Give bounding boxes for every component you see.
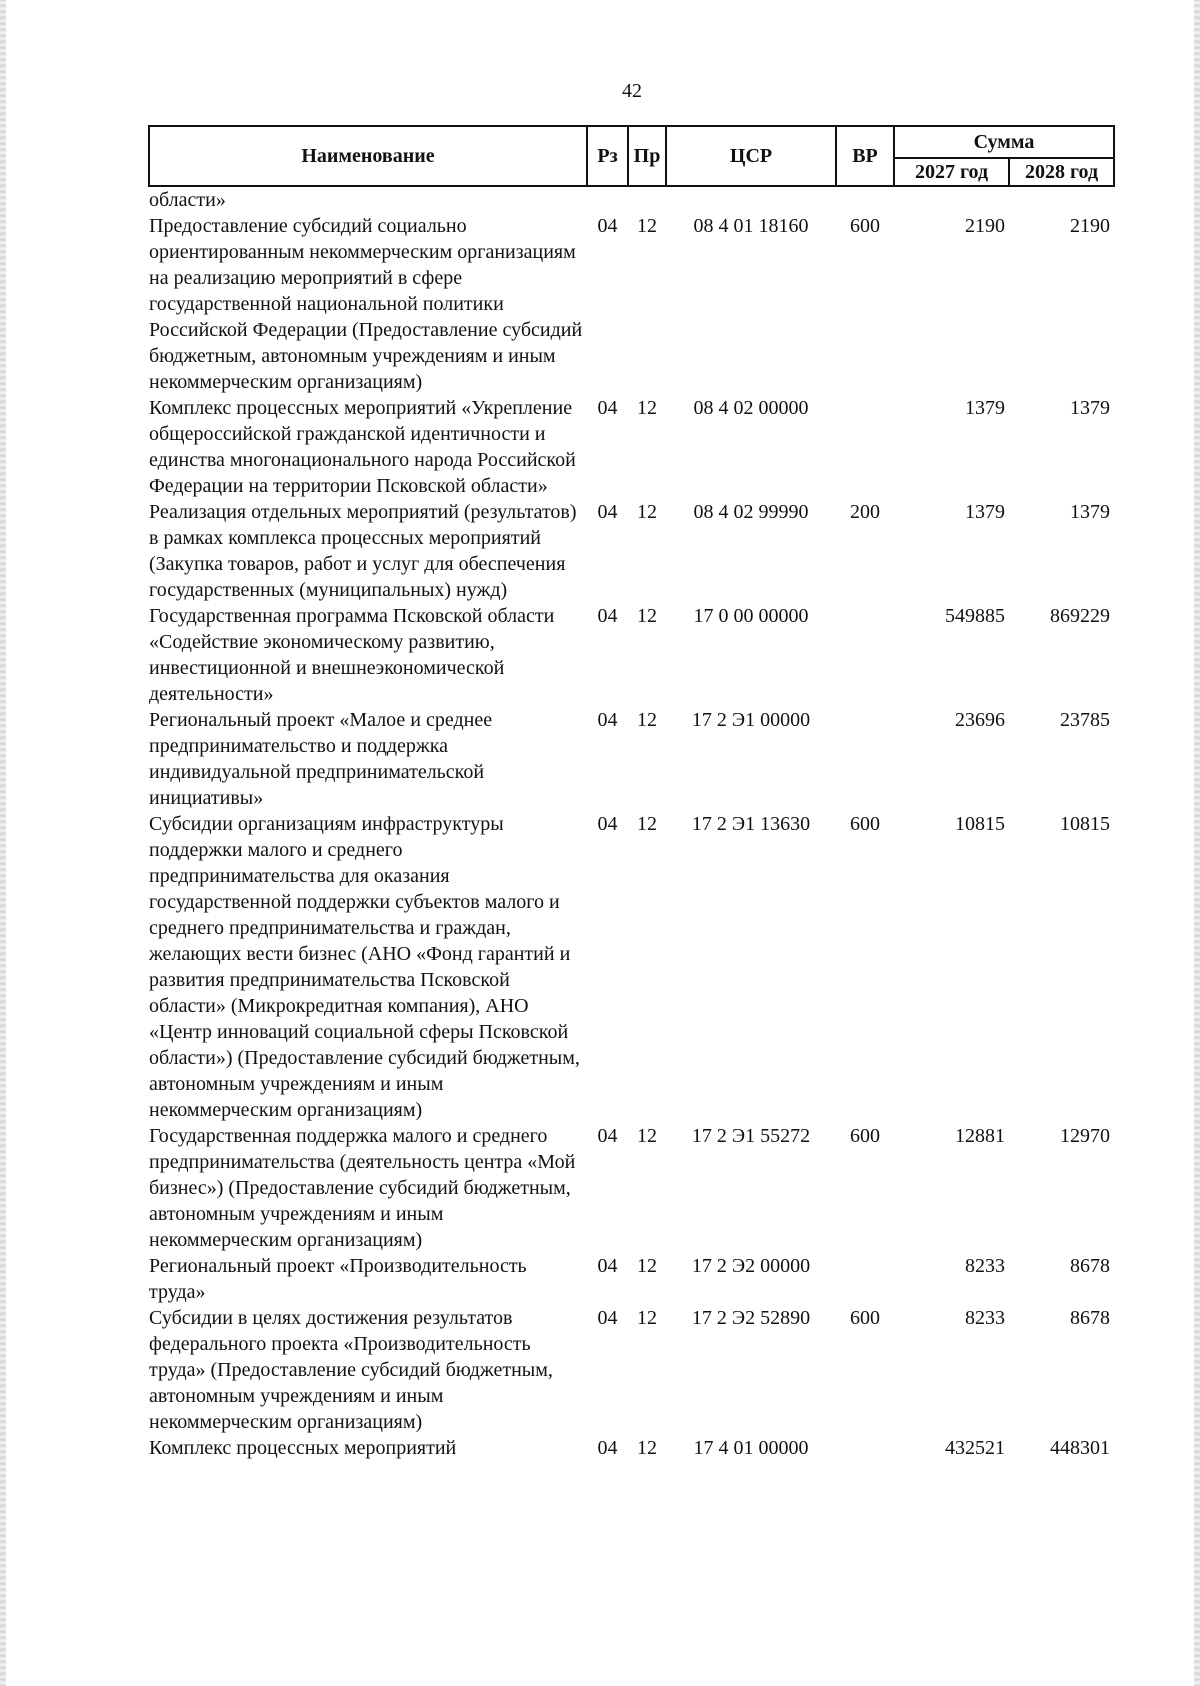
- cell-sum-2028: 448301: [1050, 1437, 1111, 1459]
- cell-vr: [836, 1253, 894, 1305]
- cell-csr: 08 4 02 00000: [693, 397, 809, 419]
- cell-rz: 04: [597, 813, 618, 835]
- cell-pr: 12: [637, 1437, 657, 1459]
- cell-rz: 04: [597, 1255, 618, 1277]
- cell-csr: 17 0 00 00000: [693, 605, 809, 627]
- header-vr: ВР: [836, 126, 894, 186]
- cell-sum-2028: 8678: [1070, 1255, 1111, 1277]
- cell-vr: [836, 603, 894, 707]
- cell-sum-2027: 549885: [945, 605, 1005, 627]
- cell-sum-2027: [894, 186, 1009, 213]
- cell-sum-2027: 432521: [945, 1437, 1005, 1459]
- cell-sum-2028: 12970: [1060, 1125, 1111, 1147]
- page-number: 42: [622, 80, 642, 102]
- cell-pr: 12: [637, 605, 657, 627]
- header-csr: ЦСР: [666, 126, 836, 186]
- cell-vr: 600: [850, 215, 880, 237]
- cell-pr: 12: [637, 709, 657, 731]
- cell-csr: 17 2 Э2 00000: [691, 1255, 811, 1277]
- cell-name: Региональный проект «Малое и среднее предпринимательство и поддержка индивидуальной предпринимательской инициативы»: [149, 709, 493, 809]
- scan-edge-left: [0, 0, 6, 1686]
- cell-vr: [836, 707, 894, 811]
- header-name: Наименование: [149, 126, 587, 186]
- cell-sum-2027: 1379: [965, 397, 1005, 419]
- header-year-2028: 2028 год: [1009, 158, 1114, 186]
- cell-rz: 04: [597, 605, 618, 627]
- cell-csr: 08 4 01 18160: [693, 215, 809, 237]
- cell-rz: 04: [597, 397, 618, 419]
- cell-rz: 04: [597, 215, 618, 237]
- cell-pr: [628, 186, 666, 213]
- cell-pr: 12: [637, 215, 657, 237]
- table-row: [149, 1305, 1114, 1435]
- table-row: [149, 603, 1114, 707]
- cell-vr: 600: [850, 813, 880, 835]
- cell-name: Комплекс процессных мероприятий: [149, 1437, 457, 1459]
- cell-name: Государственная поддержка малого и среднего предпринимательства (деятельность центра «Мой бизнес») (Предоставление субсидий бюджетным, автономным учреждениям и иным некоммерческим организациям): [149, 1125, 576, 1251]
- table-row: [149, 1435, 1114, 1461]
- cell-pr: 12: [637, 1307, 657, 1329]
- table-row: [149, 811, 1114, 1123]
- cell-sum-2027: 2190: [965, 215, 1005, 237]
- cell-pr: 12: [637, 397, 657, 419]
- cell-pr: 12: [637, 501, 657, 523]
- cell-sum-2028: 869229: [1050, 605, 1111, 627]
- cell-sum-2027: 8233: [965, 1307, 1005, 1329]
- cell-sum-2028: 2190: [1070, 215, 1111, 237]
- cell-vr: [836, 1435, 894, 1461]
- cell-sum-2027: 12881: [955, 1125, 1005, 1147]
- cell-sum-2027: 23696: [955, 709, 1005, 731]
- cell-rz: [587, 186, 628, 213]
- cell-csr: 17 2 Э1 00000: [691, 709, 811, 731]
- cell-name: Региональный проект «Производительность труда»: [149, 1255, 527, 1303]
- header-rz: Рз: [587, 126, 628, 186]
- cell-rz: 04: [597, 709, 618, 731]
- cell-sum-2028: 8678: [1070, 1307, 1111, 1329]
- cell-sum-2028: [1009, 186, 1114, 213]
- cell-name: Комплекс процессных мероприятий «Укрепление общероссийской гражданской идентичности и единства многонационального народа Российской Федерации на территории Псковской области»: [149, 397, 576, 497]
- cell-name: области»: [149, 189, 226, 211]
- header-pr: Пр: [628, 126, 666, 186]
- table-row: [149, 213, 1114, 395]
- table-row: [149, 395, 1114, 499]
- cell-rz: 04: [597, 501, 618, 523]
- cell-csr: [666, 186, 836, 213]
- scan-edge-right: [1194, 0, 1200, 1686]
- cell-sum-2027: 8233: [965, 1255, 1005, 1277]
- table-row: [149, 499, 1114, 603]
- cell-rz: 04: [597, 1437, 618, 1459]
- cell-name: Реализация отдельных мероприятий (результатов) в рамках комплекса процессных мероприятий (Закупка товаров, работ и услуг для обеспечения государственных (муниципальных) нужд): [149, 501, 577, 601]
- cell-vr: 200: [850, 501, 880, 523]
- cell-name: Государственная программа Псковской области «Содействие экономическому развитию, инвестиционной и внешнеэкономической деятельности»: [149, 605, 555, 705]
- cell-sum-2028: 1379: [1070, 397, 1111, 419]
- cell-pr: 12: [637, 813, 657, 835]
- cell-vr: [836, 186, 894, 213]
- table-header: [149, 126, 1114, 186]
- cell-csr: 17 2 Э2 52890: [691, 1307, 811, 1329]
- cell-vr: 600: [850, 1125, 880, 1147]
- cell-pr: 12: [637, 1125, 657, 1147]
- header-year-2027: 2027 год: [894, 158, 1009, 186]
- cell-sum-2028: 23785: [1060, 709, 1111, 731]
- table-row: [149, 186, 1114, 213]
- cell-name: Субсидии организациям инфраструктуры поддержки малого и среднего предпринимательства для оказания государственной поддержки субъектов малого и среднего предпринимательства и граждан, желающих вести бизнес (АНО «Фонд гарантий и развития предпринимательства Псковской области» (Микрокредитная компания), АНО «Центр инноваций социальной сферы Псковской области») (Предоставление субсидий бюджетным, автономным учреждениям и иным некоммерческим организациям): [149, 813, 580, 1121]
- cell-rz: 04: [597, 1125, 618, 1147]
- table-row: [149, 1123, 1114, 1253]
- cell-sum-2028: 1379: [1070, 501, 1111, 523]
- cell-csr: 17 2 Э1 55272: [691, 1125, 811, 1147]
- cell-sum-2028: 10815: [1060, 813, 1111, 835]
- cell-csr: 17 2 Э1 13630: [691, 813, 811, 835]
- cell-csr: 08 4 02 99990: [693, 501, 809, 523]
- cell-name: Предоставление субсидий социально ориентированным некоммерческим организациям на реализацию мероприятий в сфере государственной национальной политики Российской Федерации (Предоставление субсидий бюджетным, автономным учреждениям и иным некоммерческим организациям): [149, 215, 583, 393]
- table-body: [149, 186, 1114, 1461]
- cell-pr: 12: [637, 1255, 657, 1277]
- cell-vr: 600: [850, 1307, 880, 1329]
- cell-sum-2027: 10815: [955, 813, 1005, 835]
- cell-rz: 04: [597, 1307, 618, 1329]
- table-row: [149, 1253, 1114, 1305]
- cell-sum-2027: 1379: [965, 501, 1005, 523]
- table-row: [149, 707, 1114, 811]
- header-sum: Сумма: [894, 126, 1114, 158]
- budget-table: [148, 125, 1115, 1461]
- cell-vr: [836, 395, 894, 499]
- cell-name: Субсидии в целях достижения результатов федерального проекта «Производительность труда» (Предоставление субсидий бюджетным, автономным учреждениям и иным некоммерческим организациям): [149, 1307, 553, 1433]
- cell-csr: 17 4 01 00000: [693, 1437, 809, 1459]
